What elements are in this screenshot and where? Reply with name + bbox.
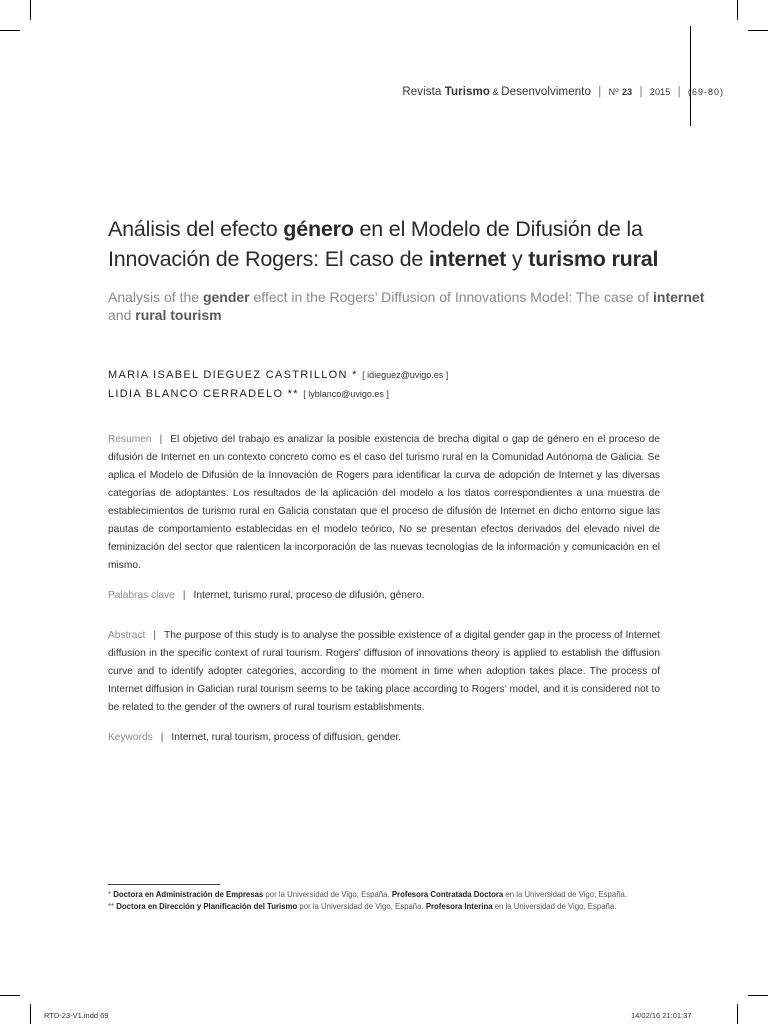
abstract-label: Abstract [108,630,146,641]
keywords-text: Internet, rural tourism, process of diffusion, gender. [171,732,402,743]
author-list [108,366,668,404]
running-header: Revista Turismo & Desenvolvimento | Nº 23 | 2015 | (69-80) [402,86,724,98]
abstract-text: The purpose of this study is to analyse the possible existence of a digital gender gap in the process of Internet diffusion in the specific context of rural tourism. Rogers’ diffusion of innovations theory is applied to establish the diffusion curve and to identify adopter categories, according to the moment in time when adoption takes place. The process of Internet diffusion in Galician rural tourism seems to be taking place according to Rogers’ model, and it is considered not to be related to the gender of the owners of rural tourism establishments. [108,630,660,713]
author-name: LIDIA BLANCO CERRADELO [108,388,284,400]
crop-mark-top-left-v [30,0,31,20]
palabras-clave-text: Internet, turismo rural, proceso de difusión, género. [193,590,425,601]
slug-filename: RTD-23-V1.indd 69 [44,1011,109,1020]
resumen-label: Resumen [108,434,152,445]
author-name: MARIA ISABEL DIEGUEZ CASTRILLON [108,369,348,381]
footnote: ** Doctora en Dirección y Planificación del Turismo por la Universidad de Vigo, España. Profesora Interina en la Universidad de Vigo, España. [108,902,617,911]
journal-suffix: Desenvolvimento [501,86,591,98]
issue-number: 23 [621,87,633,97]
journal-brand: Turismo [444,86,490,98]
author-mark: ** [283,388,304,400]
footnotes [108,889,668,913]
keywords-block: Keywords | Internet, rural tourism, process of diffusion, gender. [108,732,402,743]
journal-prefix: Revista [402,86,445,98]
author-entry [108,366,668,385]
crop-mark-bottom-left-v [30,1004,31,1024]
keywords-label: Keywords [108,732,153,743]
crop-mark-bottom-right-h [748,995,768,996]
crop-mark-top-left-h [0,30,20,31]
issue-year: 2015 [649,87,671,97]
title-spanish: Análisis del efecto género en el Modelo de Difusión de la Innovación de Rogers: El caso de internet y turismo rural [108,217,659,271]
palabras-clave-block: Palabras clave | Internet, turismo rural, proceso de difusión, género. [108,590,425,601]
footnote-rule [108,884,220,885]
crop-mark-top-right-v [737,0,738,20]
resumen-text: El objetivo del trabajo es analizar la posible existencia de brecha digital o gap de género en el proceso de difusión de Internet en un contexto concreto como es el caso del turismo rural en la Comunidad Autónoma de Galicia. Se aplica el Modelo de Difusión de la Innovación de Rogers para identificar la curva de adopción de Internet y las diversas categorías de adoptantes. Los resultados de la aplicación del modelo a los datos correspondientes a una muestra de establecimientos de turismo rural en Galicia constatan que el proceso de difusión de Internet en dicho entorno sigue las pautas de comportamiento establecidas en el modelo teórico, No se presentan efectos derivados del elevado nivel de feminización del sector que ralenticen la incorporación de las nuevas tecnologías de la información y comunicación en el mismo. [108,434,660,571]
title-english: Analysis of the gender effect in the Rogers’ Diffusion of Innovations Model: The case of internet and rural tourism [108,289,705,323]
crop-mark-top-right-h [748,30,768,31]
crop-mark-bottom-right-v [737,1004,738,1024]
page-range: (69-80) [687,87,724,97]
footnote: * Doctora en Administración de Empresas por la Universidad de Vigo, España. Profesora Contratada Doctora en la Universidad de Vigo, España. [108,890,628,899]
palabras-clave-label: Palabras clave [108,590,175,601]
slug-timestamp: 14/02/16 21:01:37 [631,1011,692,1020]
crop-mark-bottom-left-h [0,995,20,996]
resumen-block: Resumen | El objetivo del trabajo es analizar la posible existencia de brecha digital o gap de género en el proceso de difusión de Internet en un contexto concreto como es el caso del turismo rural en la Comunidad Autónoma de Galicia. Se aplica el Modelo de Difusión de la Innovación de Rogers para identificar la curva de adopción de Internet y las diversas categorías de adoptantes. Los resultados de la aplicación del modelo a los datos correspondientes a una muestra de establecimientos de turismo rural en Galicia constatan que el proceso de difusión de Internet en dicho entorno sigue las pautas de comportamiento establecidas en el modelo teórico, No se presentan efectos derivados del elevado nivel de feminización del sector que ralenticen la incorporación de las nuevas tecnologías de la información y comunicación en el mismo. [108,434,660,571]
journal-amp: & [489,87,502,97]
author-entry [108,385,668,404]
issue-label: Nº [608,87,619,97]
header-vertical-rule [690,26,691,126]
abstract-block: Abstract | The purpose of this study is to analyse the possible existence of a digital gender gap in the process of Internet diffusion in the specific context of rural tourism. Rogers’ diffusion of innovations theory is applied to establish the diffusion curve and to identify adopter categories, according to the moment in time when adoption takes place. The process of Internet diffusion in Galician rural tourism seems to be taking place according to Rogers’ model, and it is considered not to be related to the gender of the owners of rural tourism establishments. [108,630,660,713]
author-email[interactable]: [ idieguez@uvigo.es ] [362,370,449,380]
author-mark: * [347,369,363,381]
author-email[interactable]: [ lyblanco@uvigo.es ] [303,389,389,399]
